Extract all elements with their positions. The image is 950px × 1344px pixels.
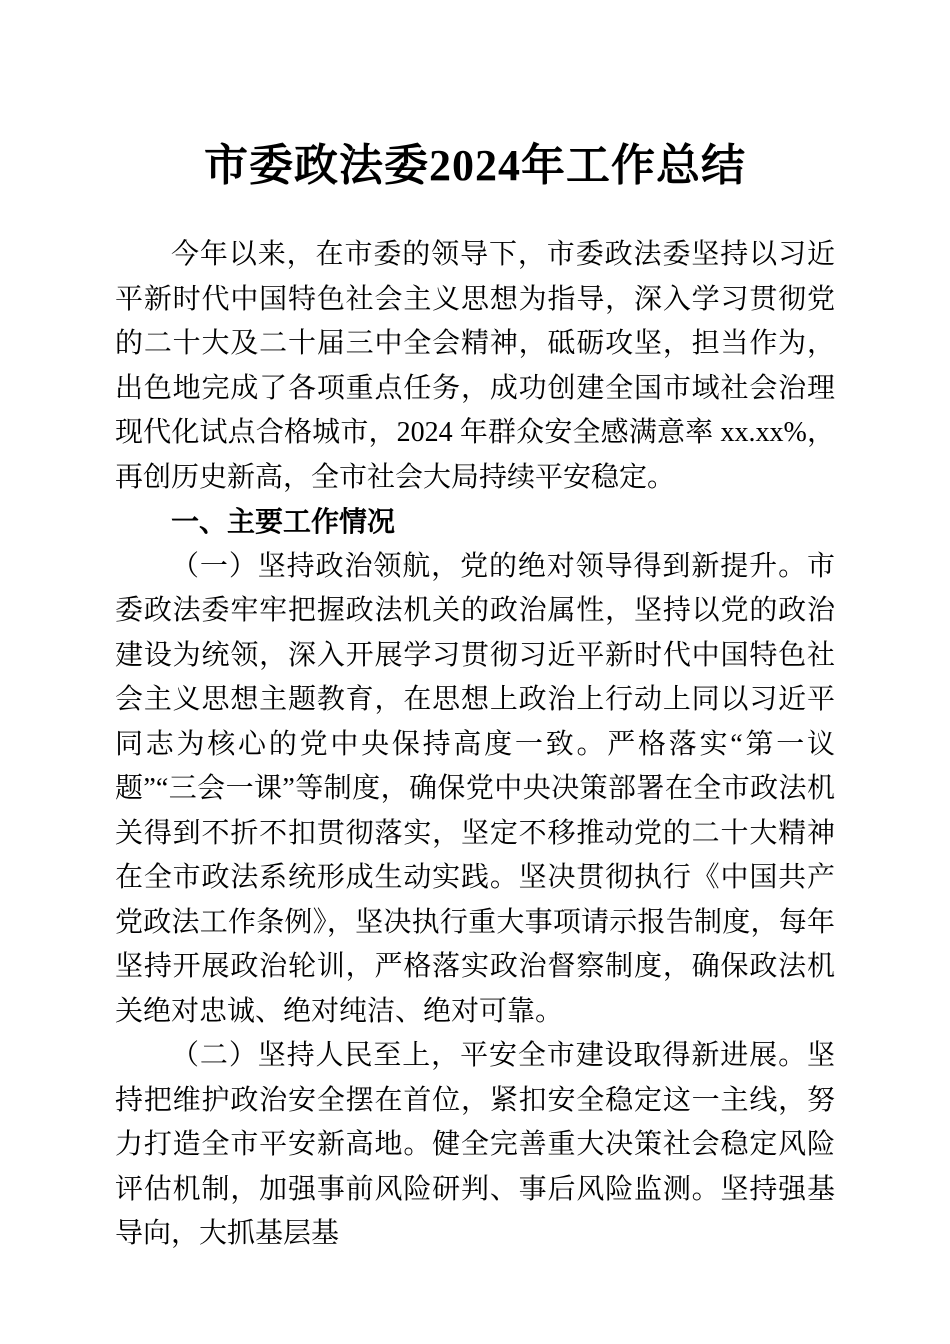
document-title: 市委政法委2024年工作总结 (204, 141, 746, 190)
subsection-2-lead: （二）坚持人民至上，平安全市建设取得新进展。 (171, 1040, 807, 1071)
intro-paragraph: 今年以来，在市委的领导下，市委政法委坚持以习近平新时代中国特色社会主义思想为指导，深入学习贯彻党的二十大及二十届三中全会精神，砥砺攻坚，担当作为，出色地完成了各项重点任务，成功创建全国市域社会治理现代化试点合格城市，2024 年群众安全感满意率 xx.xx%，再创历史新高，全市社会大局持续平安稳定。 (115, 239, 835, 493)
subsection-1-paragraph (115, 545, 835, 1035)
subsection-1-lead: （一）坚持政治领航，党的绝对领导得到新提升。 (171, 550, 807, 582)
subsection-1-text: 市委政法委牢牢把握政法机关的政治属性，坚持以党的政治建设为统领，深入开展学习贯彻习近平新时代中国特色社会主义思想主题教育，在思想上政治上行动上同以习近平同志为核心的党中央保持高度一致。严格落实“第一议题”“三会一课”等制度，确保党中央决策部署在全市政法机关得到不折不扣贯彻落实，坚定不移推动党的二十大精神在全市政法系统形成生动实践。坚决贯彻执行《中国共产党政法工作条例》，坚决执行重大事项请示报告制度，每年坚持开展政治轮训，严格落实政治督察制度，确保政法机关绝对忠诚、绝对纯洁、绝对可靠。 (115, 550, 835, 1027)
subsection-2-text: 坚持把维护政治安全摆在首位，紧扣安全稳定这一主线，努力打造全市平安新高地。健全完善重大决策社会稳定风险评估机制，加强事前风险研判、事后风险监测。坚持强基导向，大抓基层基 (115, 1040, 835, 1249)
section-heading-main-work: 一、主要工作情况 (171, 506, 396, 537)
subsection-2-paragraph (115, 1034, 835, 1257)
